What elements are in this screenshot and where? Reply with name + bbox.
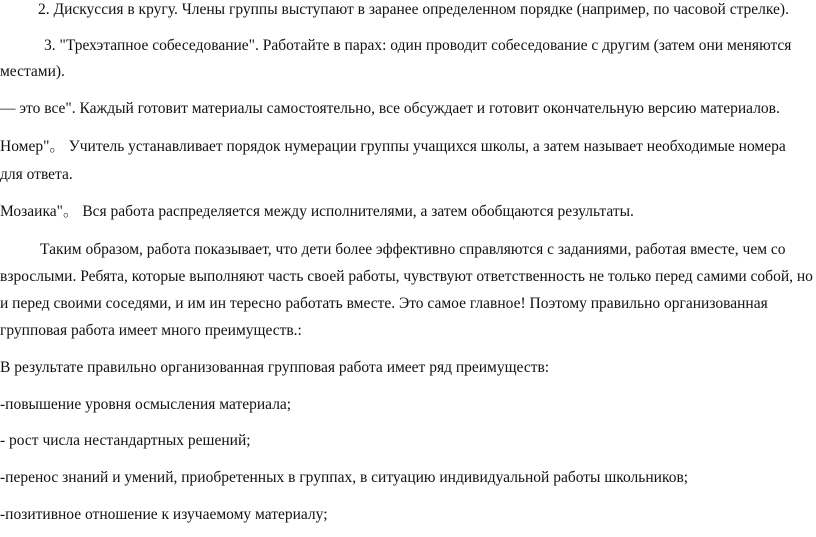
- text-line-summary-4: групповая работа имеет много преимуществ.:: [0, 322, 302, 339]
- list-item-understanding: -повышение уровня осмысления материала;: [0, 396, 292, 413]
- text-line-summary-1: Таким образом, работа показывает, что дети более эффективно справляются с заданиями, работая вместе, чем со: [40, 241, 786, 258]
- text-line-discussion: 2. Дискуссия в кругу. Члены группы выступают в заранее определенном порядке (например, по часовой стрелке).: [38, 1, 789, 18]
- text-line-interview: 3. "Трехэтапное собеседование". Работайте в парах: один проводит собеседование с другим (затем они меняются: [44, 37, 792, 54]
- text-line-summary-3: и перед своими соседями, и им ин тересно работать вместе. Это самое главное! Поэтому правильно организованная: [0, 295, 768, 312]
- text-line-number: Номер"。 Учитель устанавливает порядок нумерации группы учащихся школы, а затем называет необходимые номера: [0, 138, 786, 155]
- text-line-interview-cont: местами).: [0, 63, 65, 80]
- text-line-number-cont: для ответа.: [0, 166, 73, 183]
- text-line-summary-2: взрослыми. Ребята, которые выполняют часть своей работы, чувствуют ответственность не только перед самими собой, но: [0, 268, 813, 285]
- text-line-all: — это все". Каждый готовит материалы самостоятельно, все обсуждает и готовит окончательную версию материалов.: [0, 100, 780, 117]
- text-line-advantages-intro: В результате правильно организованная групповая работа имеет ряд преимуществ:: [0, 359, 550, 376]
- text-line-mosaic: Мозаика"。 Вся работа распределяется между исполнителями, а затем обобщаются результаты.: [0, 203, 634, 220]
- list-item-transfer: -перенос знаний и умений, приобретенных в группах, в ситуацию индивидуальной работы школьников;: [0, 469, 689, 486]
- list-item-attitude: -позитивное отношение к изучаемому материалу;: [0, 506, 328, 523]
- list-item-solutions: - рост числа нестандартных решений;: [0, 432, 251, 449]
